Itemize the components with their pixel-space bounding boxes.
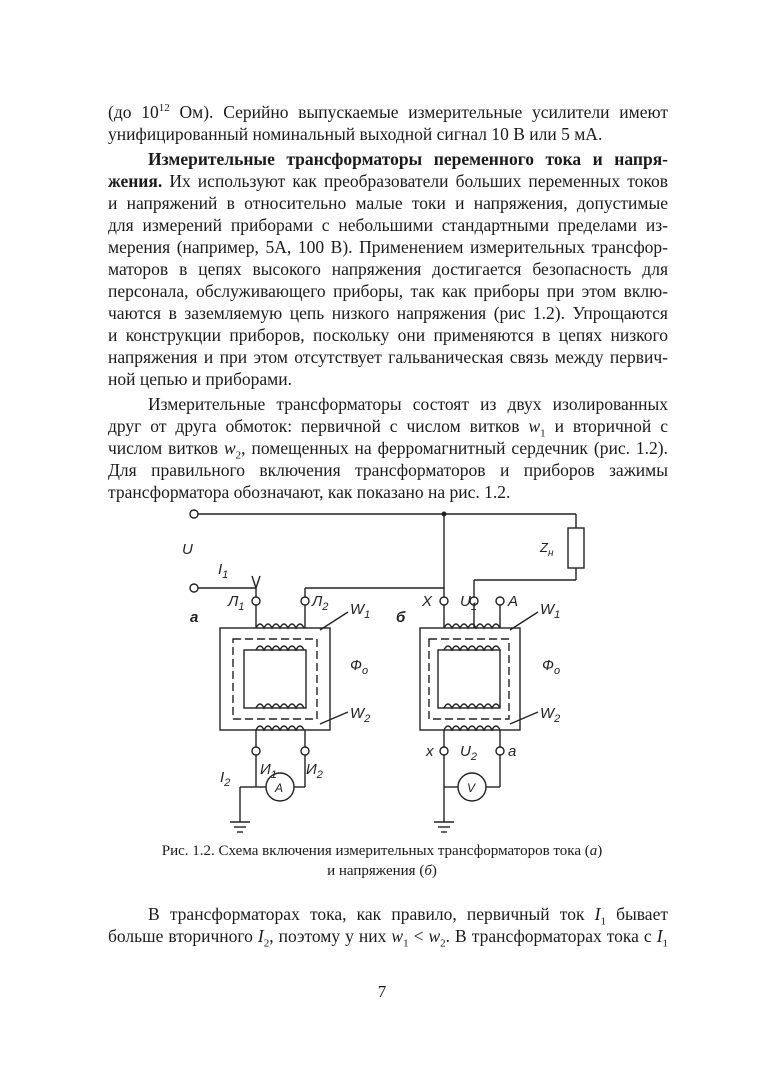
label-a: а xyxy=(190,609,199,626)
load-impedance-zn xyxy=(568,528,584,568)
text-line: маторов в цепях высокого напряжения достигается безопасность для xyxy=(108,259,668,279)
text-line: и напряжений в относительно малые токи и напряжения, допустимые xyxy=(108,193,668,213)
text-line: (до $10^{12}$ Ом). Серийно выпускаемые измерительные усилители имеют xyxy=(108,102,668,122)
section-heading: Измерительные трансформаторы переменного тока и напря- xyxy=(148,149,668,169)
text-line: числом витков $w_2$, помещенных на ферромагнитный сердечник (рис. 1.2). xyxy=(108,438,669,462)
voltage-transformer xyxy=(420,597,538,832)
label-x-terminal: X xyxy=(422,593,433,610)
label-w2-left: $W_2$ xyxy=(350,705,371,725)
text-line: Измерительные трансформаторы состоят из двух изолированных xyxy=(148,394,668,414)
text-line: В трансформаторах тока, как правило, первичный ток $I_1$ бывает xyxy=(148,904,668,928)
page-number: 7 xyxy=(377,982,387,1001)
terminal-input-bottom xyxy=(190,584,198,592)
label-x-lower: x xyxy=(426,743,434,760)
text-line: чаются в заземляемую цепь низкого напряжения (рис 1.2). Упрощаются xyxy=(108,303,668,323)
text-line: и конструкции приборов, поскольку они применяются в цепях низкого xyxy=(108,325,668,345)
label-a-terminal: A xyxy=(508,593,519,610)
label-l2: $Л_2$ xyxy=(312,593,329,613)
figure-caption-line2: и напряжения (б) xyxy=(327,863,437,879)
text-line: больше вторичного $I_2$, поэтому у них $w_1 < w_2$. В трансформаторах тока с $I_1$ xyxy=(108,926,669,950)
text-line: мерения (например, 5А, 100 В). Применением измерительных трансфор- xyxy=(108,237,668,257)
label-i2-terminal: $И_2$ xyxy=(306,761,323,781)
label-i1-terminal: $И_1$ xyxy=(260,761,277,781)
text-line: для измерений приборами с небольшими стандартными пределами из- xyxy=(108,215,668,235)
label-u1: $U_1$ xyxy=(460,593,477,613)
label-w2-right: $W_2$ xyxy=(540,705,561,725)
text-line: Для правильного включения трансформаторов и приборов зажимы xyxy=(108,460,668,480)
text-line: жения. Их используют как преобразователи больших переменных токов xyxy=(108,171,668,191)
text-line: унифицированный номинальный выходной сигнал 10 В или 5 мА. xyxy=(108,124,603,144)
text-line: трансформатора обозначают, как показано на рис. 1.2. xyxy=(108,482,511,502)
label-w1-right: $W_1$ xyxy=(540,601,561,621)
label-u: U xyxy=(182,541,193,558)
label-i1: $I_1$ xyxy=(218,561,229,581)
label-u2: $U_2$ xyxy=(460,743,477,763)
transformer-circuit-diagram xyxy=(170,500,610,835)
label-l1: $Л_1$ xyxy=(228,593,245,613)
label-zn: $Z_н$ xyxy=(540,540,554,559)
label-i2: $I_2$ xyxy=(220,769,231,789)
text-line: друг от друга обмоток: первичной с числом витков $w_1$ и вторичной с xyxy=(108,416,668,440)
label-phi-right: $Ф_о$ xyxy=(542,657,561,677)
voltmeter-label: V xyxy=(467,781,476,795)
text-line: персонала, обслуживающего приборы, так как приборы при этом вклю- xyxy=(108,281,668,301)
label-phi-left: $Ф_о$ xyxy=(350,657,369,677)
label-a-lower: a xyxy=(508,743,517,760)
current-transformer xyxy=(220,597,348,832)
label-w1-left: $W_1$ xyxy=(350,601,371,621)
figure-caption: Рис. 1.2. Схема включения измерительных трансформаторов тока (а) xyxy=(161,843,603,859)
label-b: б xyxy=(396,609,406,626)
text-line: напряжения и при этом отсутствует гальваническая связь между первич- xyxy=(108,347,668,367)
text-line: ной цепью и приборами. xyxy=(108,369,292,389)
ammeter-label: A xyxy=(275,781,284,795)
terminal-input-top xyxy=(190,510,198,518)
